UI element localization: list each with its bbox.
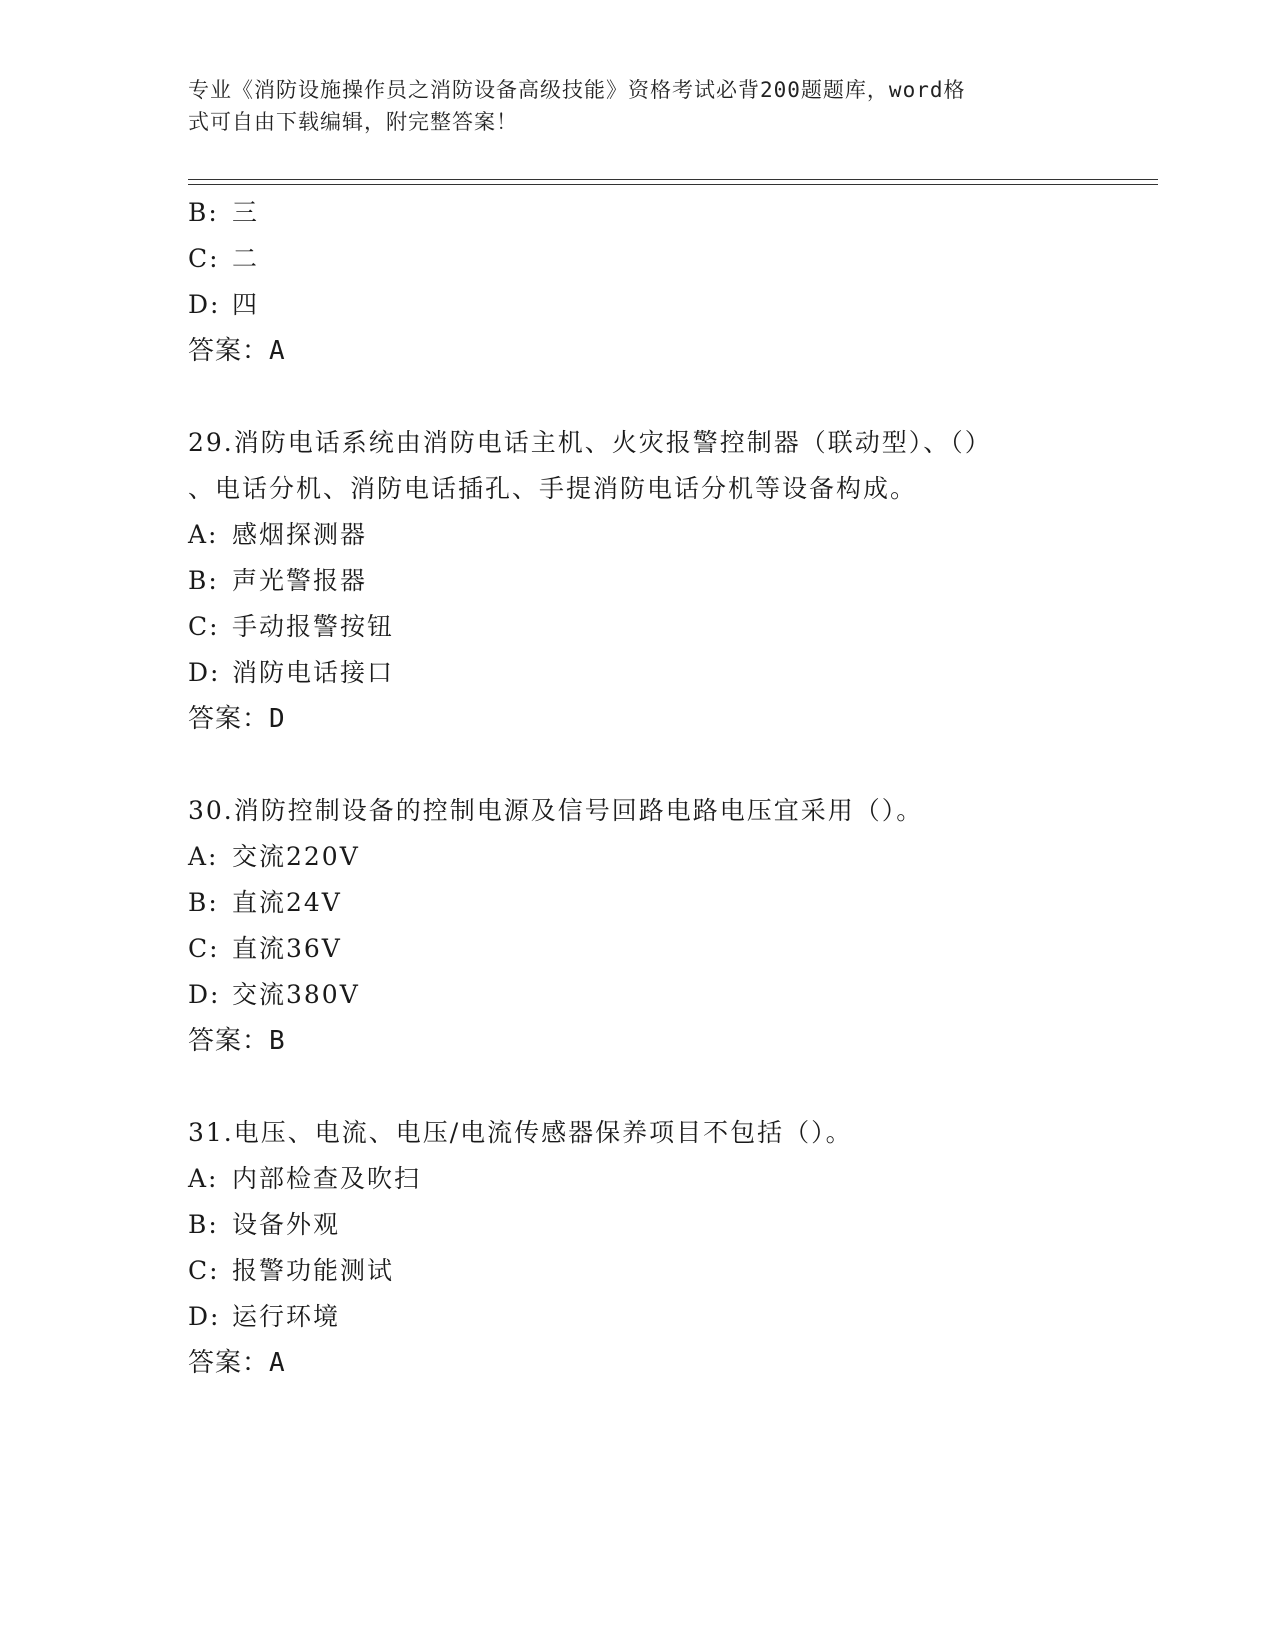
prev-question-block xyxy=(188,190,1088,374)
header-line-2: 式可自由下载编辑，附完整答案！ xyxy=(188,110,518,134)
option-d: D: 运行环境 xyxy=(188,1302,341,1331)
option-a: A: 感烟探测器 xyxy=(188,520,368,549)
question-30 xyxy=(188,788,1088,1064)
header-line-1: 专业《消防设施操作员之消防设备高级技能》资格考试必背200题题库，word格 xyxy=(188,78,966,102)
question-stem: 30.消防控制设备的控制电源及信号回路电路电压宜采用（）。 xyxy=(188,796,924,825)
question-stem: 31.电压、电流、电压/电流传感器保养项目不包括（）。 xyxy=(188,1118,853,1147)
question-stem: 29.消防电话系统由消防电话主机、火灾报警控制器（联动型）、（） xyxy=(188,428,992,457)
option-d: D: 消防电话接口 xyxy=(188,658,395,687)
question-stem: 、电话分机、消防电话插孔、手提消防电话分机等设备构成。 xyxy=(188,474,918,503)
document-header xyxy=(188,74,1068,138)
answer-line: 答案：D xyxy=(188,704,286,734)
option-b: B: 直流24V xyxy=(188,888,342,917)
header-divider-top xyxy=(188,179,1158,180)
question-list xyxy=(188,190,1088,1386)
option-d: D: 四 xyxy=(188,290,260,319)
header-divider-bottom xyxy=(188,184,1158,185)
option-b: B: 设备外观 xyxy=(188,1210,341,1239)
option-a: A: 内部检查及吹扫 xyxy=(188,1164,422,1193)
option-c: C: 直流36V xyxy=(188,934,342,963)
option-a: A: 交流220V xyxy=(188,842,360,871)
option-c: C: 报警功能测试 xyxy=(188,1256,395,1285)
option-c: C: 手动报警按钮 xyxy=(188,612,395,641)
option-c: C: 二 xyxy=(188,244,260,273)
option-b: B: 声光警报器 xyxy=(188,566,368,595)
question-29 xyxy=(188,420,1088,742)
question-31 xyxy=(188,1110,1088,1386)
option-d: D: 交流380V xyxy=(188,980,360,1009)
answer-line: 答案：B xyxy=(188,1026,286,1056)
option-b: B: 三 xyxy=(188,198,260,227)
answer-line: 答案：A xyxy=(188,336,286,366)
answer-line: 答案：A xyxy=(188,1348,286,1378)
